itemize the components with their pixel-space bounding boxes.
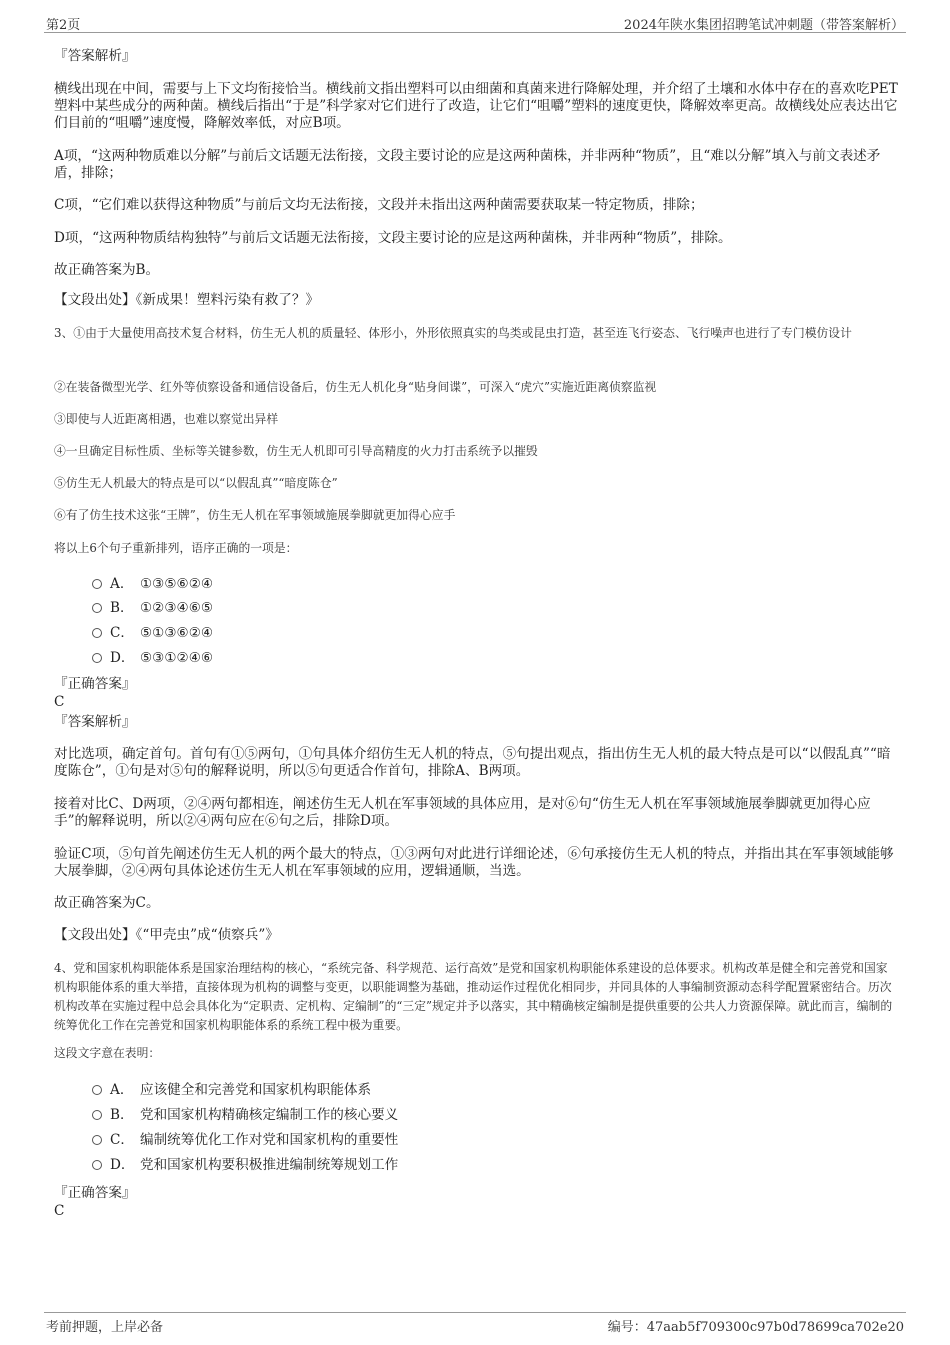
radio-icon[interactable] [92, 1110, 102, 1120]
radio-icon[interactable] [92, 1160, 102, 1170]
option-c[interactable]: C． ⑤①③⑥②④ [92, 624, 213, 642]
analysis-paragraph: 对比选项，确定首句。首句有①⑤两句，①句具体介绍仿生无人机的特点，⑤句提出观点，指出仿生无人机的最大特点是可以“以假乱真”“暗度陈仓”，①句是对⑤句的解释说明，所以⑤句更适合作首句，排除A、B两项。 [54, 746, 891, 779]
question-3-sentence: ③即使与人近距离相遇，也难以察觉出异样 [54, 412, 279, 426]
question-4-stem: 4、党和国家机构职能体系是国家治理结构的核心，“系统完备、科学规范、运行高效”是党和国家机构职能体系建设的总体要求。机构改革是健全和完善党和国家机构职能体系的重大举措，直接体现为机构的调整与变更，以职能调整为基础，推动运作过程优化相同步，并同具体的人事编制资源动态科学配置紧密结合。历次机构改革在实施过程中总会具体化为“定职责、定机构、定编制”的“三定”规定并予以落实，其中精确核定编制是提供重要的公共人力资源保障。就此而言，编制的统筹优化工作在完善党和国家机构职能体系的系统工程中极为重要。 [54, 961, 893, 1032]
question-3-sentence: ④一旦确定目标性质、坐标等关键参数，仿生无人机即可引导高精度的火力打击系统予以摧毁 [54, 444, 538, 458]
question-3-sentence: ②在装备微型光学、红外等侦察设备和通信设备后，仿生无人机化身“贴身间谍”，可深入“虎穴”实施近距离侦察监视 [54, 380, 657, 394]
page-number: 第2页 [46, 18, 81, 33]
analysis-paragraph: A项，“这两种物质难以分解”与前后文话题无法衔接，文段主要讨论的应是这两种菌株，并非两种“物质”，且“难以分解”填入与前文表述矛盾，排除； [54, 148, 881, 181]
question-3-sentence: ⑤仿生无人机最大的特点是可以“以假乱真”“暗度陈仓” [54, 476, 338, 490]
option-a[interactable]: A． 应该健全和完善党和国家机构职能体系 [92, 1081, 371, 1099]
option-d[interactable]: D． 党和国家机构要积极推进编制统筹规划工作 [92, 1156, 398, 1174]
radio-icon[interactable] [92, 603, 102, 613]
question-3-sentence: 3、①由于大量使用高技术复合材料，仿生无人机的质量轻、体形小，外形依照真实的鸟类或昆虫打造，甚至连飞行姿态、飞行噪声也进行了专门模仿设计 [54, 326, 852, 340]
option-a[interactable]: A． ①③⑤⑥②④ [92, 575, 213, 593]
page-footer [44, 1312, 906, 1335]
radio-icon[interactable] [92, 653, 102, 663]
radio-icon[interactable] [92, 628, 102, 638]
option-b[interactable]: B． 党和国家机构精确核定编制工作的核心要义 [92, 1106, 398, 1124]
analysis-paragraph: D项，“这两种物质结构独特”与前后文话题无法衔接，文段主要讨论的应是这两种菌株，并非两种“物质”，排除。 [54, 230, 732, 246]
analysis-paragraph: 接着对比C、D两项，②④两句都相连，阐述仿生无人机在军事领域的具体应用，是对⑥句“仿生无人机在军事领域施展拳脚就更加得心应手”的解释说明，所以②④两句应在⑥句之后，排除D项。 [54, 796, 871, 829]
answer-value: C [54, 694, 65, 710]
question-4-prompt: 这段文字意在表明： [54, 1046, 161, 1060]
conclusion: 故正确答案为B。 [54, 262, 160, 278]
source-citation: 【文段出处】《新成果！塑料污染有救了？》 [54, 292, 320, 308]
analysis-label: 『答案解析』 [54, 714, 136, 730]
question-3-sentence: ⑥有了仿生技术这张“王牌”，仿生无人机在军事领域施展拳脚就更加得心应手 [54, 508, 456, 522]
analysis-paragraph: 横线出现在中间，需要与上下文均衔接恰当。横线前文指出塑料可以由细菌和真菌来进行降解处理，并介绍了土壤和水体中存在的喜欢吃PET塑料中某些成分的两种菌。横线后指出“于是”科学家对它们进行了改造，让它们“咀嚼”塑料的速度更快，降解效率更高。故横线处应表达出它们目前的“咀嚼”速度慢，降解效率低，对应B项。 [54, 81, 898, 131]
analysis-label: 『答案解析』 [54, 48, 136, 64]
radio-icon[interactable] [92, 1085, 102, 1095]
option-d[interactable]: D． ⑤③①②④⑥ [92, 649, 213, 667]
conclusion: 故正确答案为C。 [54, 895, 160, 911]
document-code: 编号：47aab5f709300c97b0d78699ca702e20 [607, 1320, 904, 1335]
document-title: 2024年陕水集团招聘笔试冲刺题（带答案解析） [623, 18, 904, 33]
analysis-paragraph: 验证C项，⑤句首先阐述仿生无人机的两个最大的特点，①③两句对此进行详细论述，⑥句承接仿生无人机的特点，并指出其在军事领域能够大展拳脚，②④两句具体论述仿生无人机在军事领域的应用，逻辑通顺，当选。 [54, 846, 894, 879]
answer-value: C [54, 1203, 65, 1219]
question-3-prompt: 将以上6个句子重新排列，语序正确的一项是： [54, 541, 298, 555]
radio-icon[interactable] [92, 1135, 102, 1145]
page-header [44, 12, 906, 33]
option-c[interactable]: C． 编制统筹优化工作对党和国家机构的重要性 [92, 1131, 398, 1149]
answer-label: 『正确答案』 [54, 1185, 136, 1201]
footer-slogan: 考前押题，上岸必备 [46, 1320, 164, 1335]
source-citation: 【文段出处】《“甲壳虫”成“侦察兵”》 [54, 927, 279, 943]
option-b[interactable]: B． ①②③④⑥⑤ [92, 599, 213, 617]
radio-icon[interactable] [92, 579, 102, 589]
answer-label: 『正确答案』 [54, 676, 136, 692]
analysis-paragraph: C项，“它们难以获得这种物质”与前后文均无法衔接，文段并未指出这两种菌需要获取某一特定物质，排除； [54, 197, 704, 213]
